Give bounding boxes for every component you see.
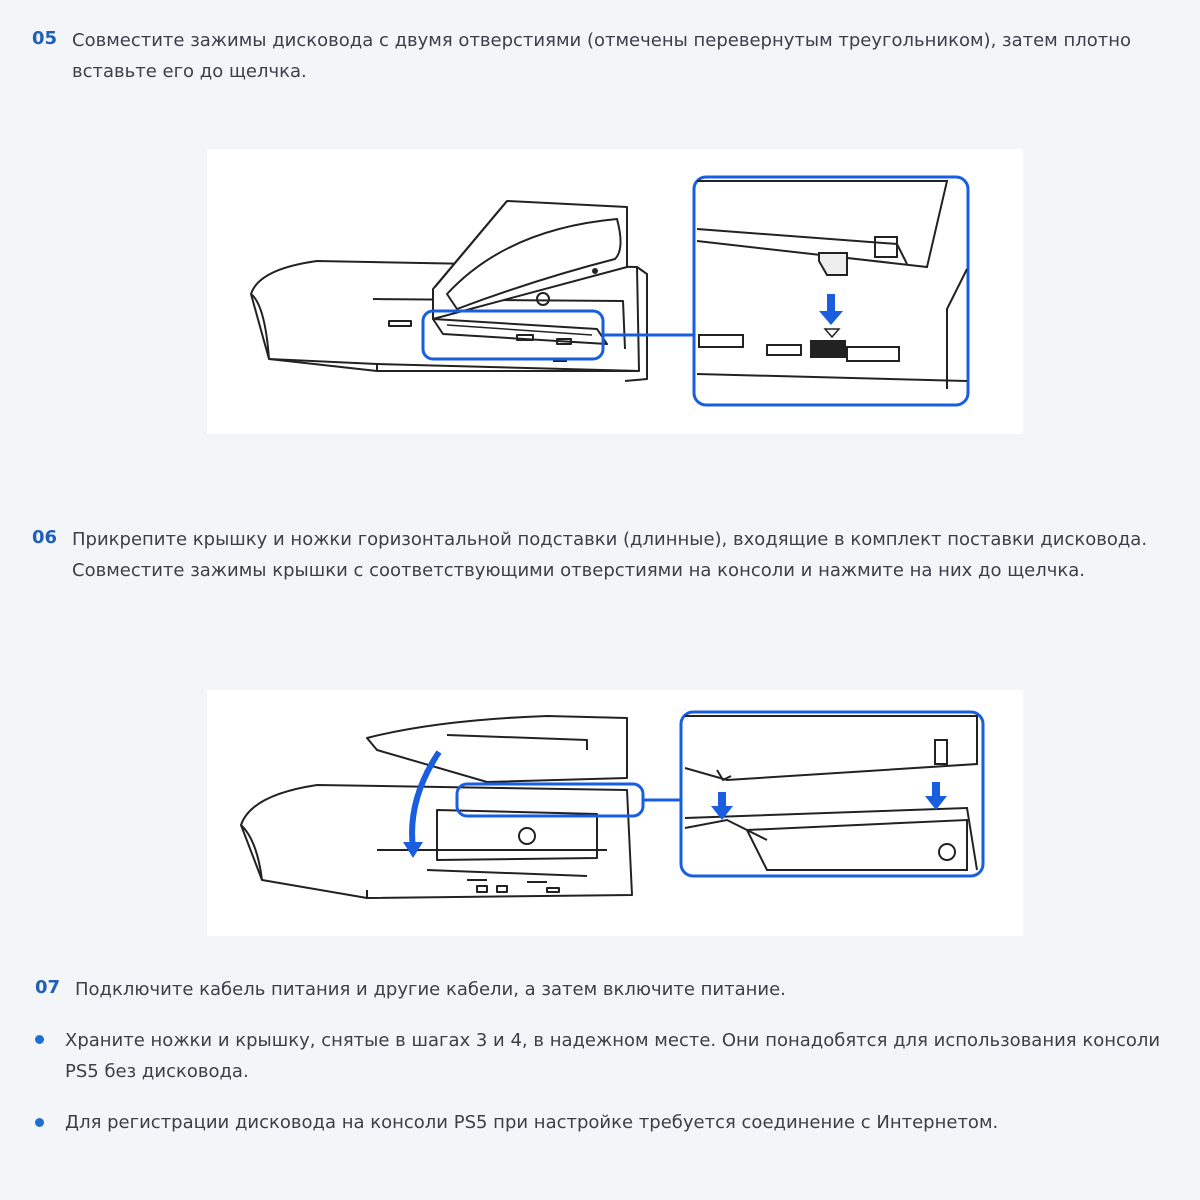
bullet-icon [35,1035,44,1044]
illustration-cover-attach [207,690,1023,936]
step-number: 06 [32,527,58,548]
bullet-icon [35,1118,44,1127]
illustration-drive-insert [207,149,1023,434]
note-text: Для регистрации дисковода на консоли PS5 при настройке требуется соединение с Интернетом. [65,1112,999,1133]
step-number: 07 [35,977,61,998]
step-text: Прикрепите крышку и ножки горизонтальной подставки (длинные), входящие в комплект поставки дисковода. Совместите зажимы крышки с соответствующими отверстиями на консоли и нажмите на них до щелчка. [72,529,1148,581]
zoom-panel [694,177,968,405]
step-text: Совместите зажимы дисковода с двумя отверстиями (отмечены перевернутым треугольником), затем плотно вставьте его до щелчка. [72,30,1132,82]
zoom-panel [681,712,983,876]
note-text: Храните ножки и крышку, снятые в шагах 3 и 4, в надежном месте. Они понадобятся для использования консоли PS5 без дисковода. [65,1030,1161,1082]
step-number: 05 [32,28,58,49]
step-text: Подключите кабель питания и другие кабели, а затем включите питание. [75,979,786,1000]
